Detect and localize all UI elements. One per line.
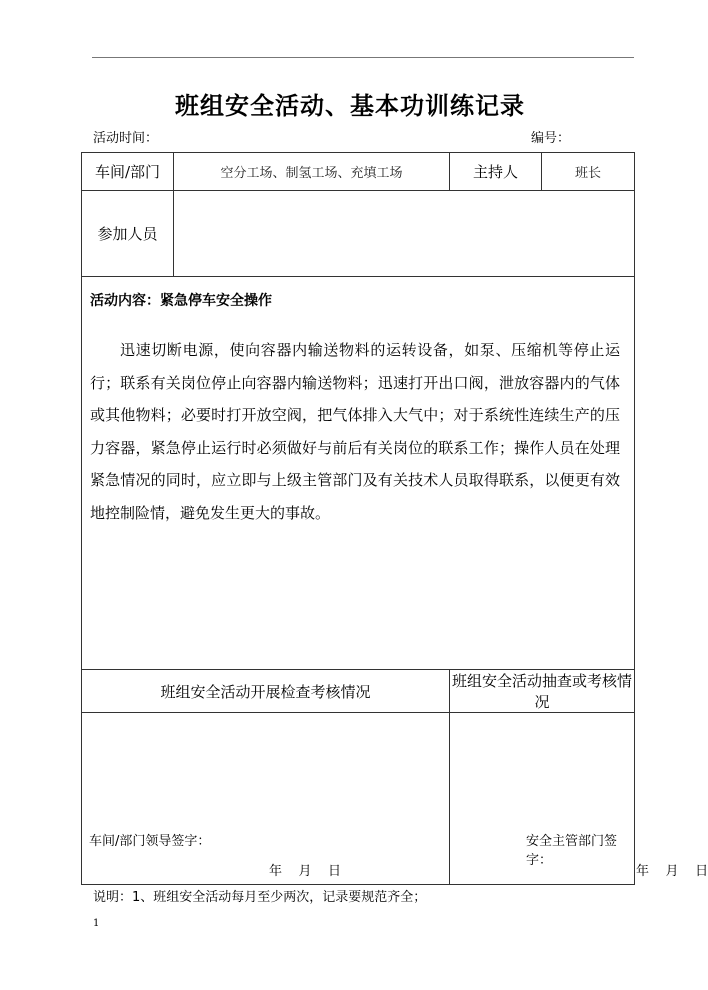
- sign-left-date: 年 月 日: [269, 864, 342, 879]
- sign-right-label: 安全主管部门签字：: [526, 834, 618, 868]
- workshop-label: 车间/部门: [82, 153, 174, 191]
- header-rule: [92, 57, 634, 58]
- activity-content-heading: 活动内容：紧急停车安全操作: [90, 293, 272, 309]
- page-title: 班组安全活动、基本功训练记录: [175, 91, 525, 120]
- serial-no-label: 编号：: [531, 131, 571, 146]
- activity-time-label: 活动时间：: [93, 131, 159, 146]
- participants-row: [82, 191, 635, 277]
- host-value[interactable]: 班长: [542, 153, 635, 191]
- check-left-header: 班组安全活动开展检查考核情况: [82, 670, 450, 713]
- workshop-row: [82, 153, 635, 191]
- check-header-row: [82, 670, 635, 713]
- host-label: 主持人: [450, 153, 542, 191]
- participants-label: 参加人员: [82, 191, 174, 277]
- sign-left-label: 车间/部门领导签字：: [89, 834, 211, 849]
- footnote: 说明：1、班组安全活动每月至少两次，记录要规范齐全；: [93, 890, 427, 905]
- record-form-table: [81, 152, 708, 885]
- workshop-value[interactable]: 空分工场、制氢工场、充填工场: [174, 153, 450, 191]
- content-row: [82, 277, 635, 670]
- sign-row: [82, 713, 635, 885]
- sign-left-cell[interactable]: [82, 713, 450, 885]
- sign-right-date: 年 月 日: [636, 864, 708, 879]
- activity-content-cell[interactable]: [82, 277, 635, 670]
- page-number: 1: [93, 918, 100, 929]
- activity-content-body: 迅速切断电源，使向容器内输送物料的运转设备，如泵、压缩机等停止运行；联系有关岗位停止向容器内输送物料；迅速打开出口阀，泄放容器内的气体或其他物料；必要时打开放空阀，把气体排入大气中；对于系统性连续生产的压力容器，紧急停止运行时必须做好与前后有关岗位的联系工作；操作人员在处理紧急情况的同时，应立即与上级主管部门及有关技术人员取得联系，以便更有效地控制险情，避免发生更大的事故。: [90, 341, 621, 522]
- sign-right-cell[interactable]: [450, 713, 708, 885]
- check-right-header: 班组安全活动抽查或考核情况: [450, 670, 635, 713]
- participants-field[interactable]: [174, 191, 635, 277]
